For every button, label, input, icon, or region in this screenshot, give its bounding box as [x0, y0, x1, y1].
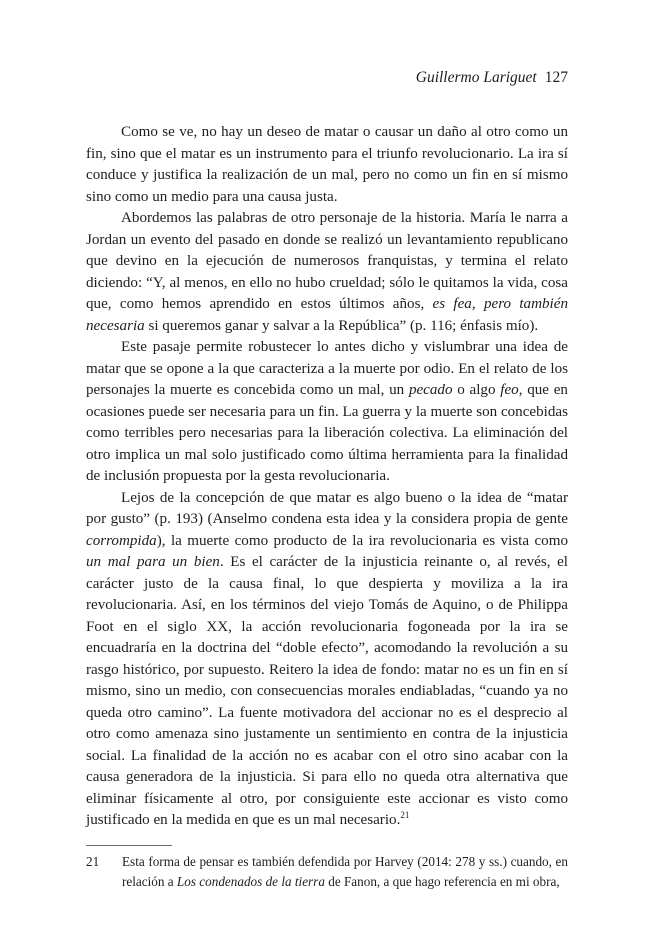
text-run: Este pasaje permite robustecer lo antes dicho y vislumbrar una idea de matar que se opone a la que caracteriza a la muerte por odio. En el relato de los personajes la muerte es concebida como un mal, un — [86, 339, 568, 398]
footnote-separator — [86, 845, 172, 846]
footnote-reference[interactable]: 21 — [400, 810, 410, 820]
text-run: Como se ve, no hay un deseo de matar o causar un daño al otro como un fin, sino que el matar es un instrumento para el triunfo revolucionario. La ira sí conduce y justifica la realización de un mal, pero no como un fin en sí mismo sino como un medio para una causa justa. — [86, 124, 568, 205]
text-run: Lejos de la concepción de que matar es algo bueno o la idea de “matar por gusto” (p. 193) (Anselmo condena esta idea y la considera propia de gente — [86, 489, 568, 527]
text-run: . Es el carácter de la injusticia reinante o, al revés, el carácter justo de la causa final, lo que despierta y moviliza a la ira revolucionaria. Así, en los términos del viejo Tomás de Aquino, o de Philippa Foot en el siglo XX, la acción revolucionaria fogoneada por la ira se encuadraría en la doctrina del “doble efecto”, acomodando la revolución a su rasgo histórico, por supuesto. Reitero la idea de fondo: matar no es un fin en sí mismo, sino un medio, con consecuencias morales endiabladas, “cuando ya no queda otro camino”. La fuente motivadora del accionar no es el desprecio al otro como amenaza sino justamente un sentimiento en contra de la injusticia social. La finalidad de la acción no es acabar con el otro sino acabar con la causa generadora de la injusticia. Si para ello no queda otra alternativa que eliminar físicamente al otro, por consiguiente este accionar es visto como justificado en la medida en que es un mal necesario. — [86, 554, 568, 828]
footnote — [86, 852, 568, 891]
footnote-text — [122, 854, 568, 889]
italic-text-run: Los condenados de la tierra — [176, 873, 325, 889]
italic-text-run: es fea, pero también necesaria — [86, 296, 568, 334]
footnote-number: 21 — [86, 854, 100, 869]
paragraph — [86, 122, 568, 208]
text-run: o algo — [452, 382, 501, 398]
italic-text-run: pecado — [408, 382, 453, 398]
paragraph — [86, 208, 568, 337]
text-run: ), la muerte como producto de la ira revolucionaria es vista como — [156, 532, 568, 549]
main-text — [86, 122, 568, 832]
page-number: 127 — [544, 69, 568, 86]
text-run: Abordemos las palabras de otro personaje de la historia. María le narra a Jordan un evento del pasado en donde se realizó un levantamiento republicano que devino en la ejecución de numerosos franquistas, y termina el relato diciendo: “Y, al menos, en ello no hubo crueldad; sólo le quitamos la vida, cosa que, como hemos aprendido en estos últimos años, — [86, 210, 568, 312]
running-header — [416, 68, 568, 88]
paragraph — [86, 488, 568, 832]
text-run: , que en ocasiones puede ser necesaria para un fin. La guerra y la muerte son concebidas como terribles pero necesarias para la liberación colectiva. La eliminación del otro implica un mal solo justificado como última herramienta para la finalidad de inclusión propuesta por la gesta revolucionaria. — [86, 382, 568, 484]
header-author: Guillermo Lariguet — [415, 69, 537, 86]
italic-text-run: un mal para un bien — [86, 554, 220, 570]
paragraph — [86, 337, 568, 488]
text-run: Esta forma de pensar es también defendida por Harvey (2014: 278 y ss.) cuando, en relación a — [122, 854, 568, 889]
text-run: si queremos ganar y salvar a la República” (p. 116; énfasis mío). — [144, 317, 539, 334]
italic-text-run: feo — [500, 382, 519, 398]
italic-text-run: corrompida — [86, 532, 157, 549]
text-run: de Fanon, a que hago referencia en mi obra, — [324, 873, 560, 889]
